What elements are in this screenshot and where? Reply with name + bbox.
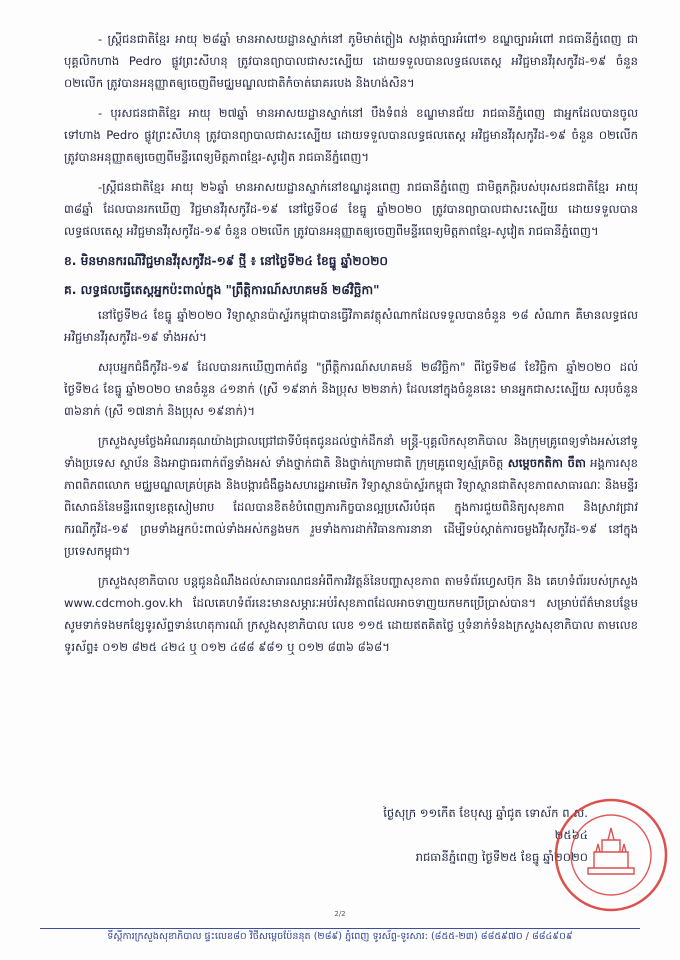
page-number: 2/2 [334, 910, 346, 918]
paragraph-test-results: នៅថ្ងៃទី២៤ ខែធ្នូ ឆ្នាំ២០២០ វិទ្យាស្ថានប៉ាស្ទ័រកម្ពុជាបានធ្វើវិភាគវត្ថុសំណាកដែលទទួលបានចំនួន ១៨ សំណាក គឺមានលទ្ធផល អវិជ្ជមានវីរុសកូវីដ-១៩ ទាំងអស់។ [64, 308, 638, 344]
document-body [64, 28, 638, 666]
paragraph-case-summary: សរុបអ្នកជំងឺកូវីដ-១៩ ដែលបានរកឃើញពាក់ព័ន្ធ "ព្រឹត្តិការណ៍សហគមន៍ ២៨វិច្ឆិកា" ពីថ្ងៃទី២៨ ខែវិច្ឆិកា ឆ្នាំ២០២០ ដល់ថ្ងៃទី២៤ ខែធ្នូ ឆ្នាំ២០២០ មានចំនួន ៤១នាក់ (ស្រី ១៩នាក់ និងប្រុស ២២នាក់) ដែលនៅក្នុងចំនួននេះ មានអ្នកជាសះស្បើយ សរុបចំនួន ៣៦នាក់ (ស្រី ១៧នាក់ និងប្រុស ១៩នាក់)។ [64, 360, 638, 418]
paragraph-contact-info: ក្រសួងសុខាភិបាល បន្តជូនដំណឹងដល់សាធារណជនអំពីការវិវត្តន៍នៃបញ្ហាសុខភាព តាមទំព័រហ្វេសប៊ុក និង គេហទំព័ររបស់ក្រសួង www.cdcmoh.gov.kh ដែលគេហទំព័រនេះមានសម្ភារៈអប់រំសុខភាពដែលអាចទាញយកមកប្រើប្រាស់បាន។ សម្រាប់ព័ត៌មានបន្ថែម សូមទាក់ទងមកខ្សែទូរស័ព្ទទាន់ហេតុការណ៍ ក្រសួងសុខាភិបាល លេខ ១១៥ ដោយឥតគិតថ្លៃ ឬទំនាក់ទំនងក្រសួងសុខាភិបាល តាមលេខទូរស័ព្ទ៖ ០១២ ៨២៥ ៤២៤ ឬ ០១២ ៤៨៨ ៩៨១ ឬ ០១២ ៨៣៦ ៨៦៨។ [64, 574, 638, 654]
acknowledgement-bold-name: សម្តេចកតិកា ចឹតា [507, 456, 586, 470]
lunar-date-line: ថ្ងៃសុក្រ ១១កើត ខែបុស្ស ឆ្នាំជូត ទោស័ក ព.ស. ២៥៦៤ [383, 806, 588, 842]
footer-address: ទីស្តីការក្រសួងសុខាភិបាល ផ្ទះលេខ៨០ វិថីសម្តេចប៉ែននុត (២៨៩) ភ្នំពេញ ទូរស័ព្ទ-ទូរសារ: (៨៥៥-២៣) ៨៨៥៩៧០ / ៨៨៤៩០៩ [107, 931, 573, 942]
paragraph-recovered-case-1: - ស្ត្រីជនជាតិខ្មែរ អាយុ ២៨ឆ្នាំ មានអាសយដ្ឋានស្នាក់នៅ ភូមិមាត់ក្លៀង សង្កាត់ច្បារអំពៅ១ ខណ្ឌច្បារអំពៅ រាជធានីភ្នំពេញ ជាបុគ្គលិកហាង Pedro ផ្លូវព្រះសីហនុ ត្រូវបានព្យាបាលជាសះស្បើយ ដោយទទួលបានលទ្ធផលតេស្ត អវិជ្ជមានវីរុសកូវីដ-១៩ ចំនួន ០២លើក ត្រូវបានអនុញ្ញាតឲ្យចេញពីមជ្ឈមណ្ឌលជាតិកំចាត់រោគរបេង និងហង់សិន។ [64, 32, 638, 90]
acknowledgement-text-end: អង្គការសុខភាពពិភពលោក មជ្ឈមណ្ឌលគ្រប់គ្រង និងបង្ការជំងឺឆ្លងសហរដ្ឋអាមេរិក វិទ្យាស្ថានប៉ាស្ទ័រកម្ពុជា វិទ្យាស្ថានជាតិសុខភាពសាធារណៈ និងមន្ទីរពិសោធន៍នៃមន្ទីរពេទ្យខេត្តសៀមរាប ដែលបានខិតខំបំពេញភារកិច្ចបានល្អប្រសើរបំផុត ក្នុងការជួយពិនិត្យសុខភាព និងស្រាវជ្រាវករណីកូវីដ-១៩ ព្រមទាំងអ្នកប៉ះពាល់ទាំងអស់កន្លងមក រួមទាំងការដាក់វិធានការនានា ដើម្បីទប់ស្កាត់ការចម្លងវីរុសកូវីដ-១៩ នៅក្នុងប្រទេសកម្ពុជា។ [64, 456, 638, 558]
official-seal-icon [552, 796, 670, 914]
acknowledgement-text-start: ក្រសួងសូមថ្លែងអំណរគុណយ៉ាងជ្រាលជ្រៅជាទីបំផុតជូនដល់ថ្នាក់ដឹកនាំ មន្ត្រី-បុគ្គលិកសុខាភិបាល និងក្រុមគ្រូពេទ្យទាំងអស់នៅទូទាំងប្រទេស ស្ថាប័ន និងអាជ្ញាធរពាក់ព័ន្ធទាំងអស់ ទាំងថ្នាក់ជាតិ និងថ្នាក់ក្រោមជាតិ ក្រុមគ្រូពេទ្យស្ម័គ្រចិត្ត [64, 434, 638, 470]
paragraph-recovered-case-2: - បុរសជនជាតិខ្មែរ អាយុ ២៧ឆ្នាំ មានអាសយដ្ឋានស្នាក់នៅ បឹងទំពន់ ខណ្ឌមានជ័យ រាជធានីភ្នំពេញ ជាអ្នកដែលបានចូលទៅហាង Pedro ផ្លូវព្រះសីហនុ ត្រូវបានព្យាបាលជាសះស្បើយ ដោយទទួលបានលទ្ធផលតេស្ត អវិជ្ជមានវីរុសកូវីដ-១៩ ចំនួន ០២លើក ត្រូវបានអនុញ្ញាតឲ្យចេញពីមន្ទីរពេទ្យមិត្តភាពខ្មែរ-សូវៀត រាជធានីភ្នំពេញ។ [64, 106, 638, 164]
section-heading-contact-test-results: គ. លទ្ធផលធ្វើតេស្តអ្នកប៉ះពាល់ក្នុង "ព្រឹត្តិការណ៍សហគមន៍ ២៨វិច្ឆិកា" [64, 283, 380, 297]
city-date-line: រាជធានីភ្នំពេញ ថ្ងៃទី២៥ ខែធ្នូ ឆ្នាំ២០២០ [415, 850, 588, 864]
paragraph-recovered-case-3: -ស្ត្រីជនជាតិខ្មែរ អាយុ ២៦ឆ្នាំ មានអាសយដ្ឋានស្នាក់នៅខណ្ឌដូនពេញ រាជធានីភ្នំពេញ ជាមិត្តភក្តិរបស់បុរសជនជាតិខ្មែរ អាយុ ៣៨ឆ្នាំ ដែលបានរកឃើញ វិជ្ជមានវីរុសកូវីដ-១៩ នៅថ្ងៃទី០៨ ខែធ្នូ ឆ្នាំ២០២០ ត្រូវបានព្យាបាលជាសះស្បើយ ដោយទទួលបានលទ្ធផលតេស្ត អវិជ្ជមានវីរុសកូវីដ-១៩ ចំនួន ០២លើក ត្រូវបានអនុញ្ញាតឲ្យចេញពីមន្ទីរពេទ្យមិត្តភាពខ្មែរ-សូវៀត រាជធានីភ្នំពេញ។ [64, 180, 638, 238]
paragraph-acknowledgement [64, 430, 638, 562]
section-heading-no-new-cases: ខ. មិនមានករណីវិជ្ជមានវីរុសកូវីដ-១៩ ថ្មី ៖ នៅថ្ងៃទី២៤ ខែធ្នូ ឆ្នាំ២០២០ [64, 254, 389, 268]
footer-divider [40, 928, 640, 929]
